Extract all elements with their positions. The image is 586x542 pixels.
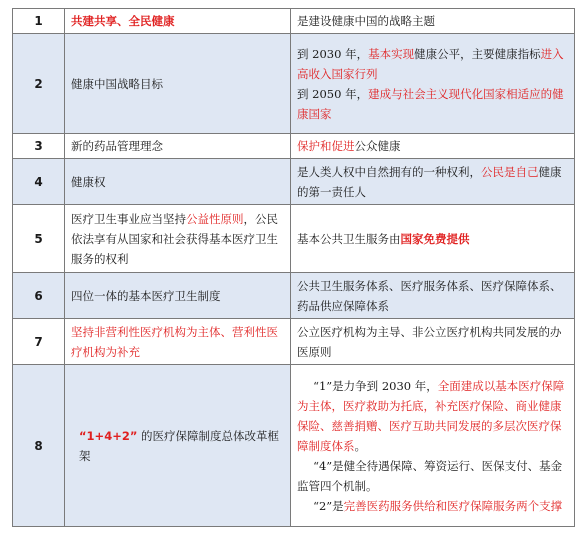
detail-text: 公共卫生服务体系、医疗服务体系、医疗保障体系、药品供应保障体系 (297, 278, 562, 313)
row-number: 5 (13, 205, 65, 273)
row-number: 3 (13, 134, 65, 159)
topic-text: 新的药品管理理念 (71, 139, 163, 153)
detail-text: “4”是健全待遇保障、筹资运行、医保支付、基金监管四个机制。 (297, 458, 563, 493)
table-row-3 (13, 134, 575, 159)
row-detail (291, 159, 575, 205)
table-row-1 (13, 9, 575, 34)
table-body (13, 9, 575, 527)
row-detail (291, 9, 575, 34)
topic-text: 医疗卫生事业应当坚持 (71, 211, 186, 226)
detail-text: “1”是力争到 2030 年， (313, 378, 438, 393)
detail-highlight: 基本实现 (368, 46, 415, 61)
topic-highlight: 公益性原则 (186, 211, 244, 226)
topic-text: 四位一体的基本医疗卫生制度 (71, 288, 221, 303)
table-row-8 (13, 365, 575, 527)
table-row-4 (13, 159, 575, 205)
row-detail (291, 34, 575, 134)
policy-summary-table (12, 8, 575, 527)
table-row-7 (13, 319, 575, 365)
row-detail (291, 319, 575, 365)
row-detail (291, 365, 575, 527)
detail-clip (297, 376, 568, 516)
detail-text: 是人类人权中自然拥有的一种权利， (297, 164, 481, 179)
detail-highlight: 公民是自己 (481, 164, 539, 179)
row-topic (65, 365, 291, 527)
table-row-5 (13, 205, 575, 273)
topic-highlight: 坚持非营利性医疗机构为主体、营利性医疗机构为补充 (71, 324, 278, 359)
table-row-2 (13, 34, 575, 134)
detail-text: 健康公平，主要健康指标 (414, 46, 541, 61)
detail-text: 公立医疗机构为主导、非公立医疗机构共同发展的办医原则 (297, 324, 562, 359)
row-topic (65, 134, 291, 159)
detail-highlight: 全面建成以基本医疗保障为主体，医疗救助为托底，补充医疗保险、商业健康保险、慈善捐赠、医疗互助共同发展的多层次医疗保障制度体系 (297, 378, 565, 453)
detail-text: 公众健康 (354, 139, 401, 153)
row-topic (65, 9, 291, 34)
row-number: 6 (13, 273, 65, 319)
detail-paragraph (297, 456, 568, 496)
detail-text: 。 (354, 438, 366, 453)
detail-text: 到 2030 年， (297, 46, 369, 61)
row-number: 7 (13, 319, 65, 365)
row-number: 1 (13, 9, 65, 34)
row-topic (65, 205, 291, 273)
detail-text: 基本公共卫生服务由 (297, 231, 401, 246)
row-number: 4 (13, 159, 65, 205)
row-topic (65, 319, 291, 365)
row-number: 2 (13, 34, 65, 134)
table-row-6 (13, 273, 575, 319)
detail-text: 到 2050 年， (297, 86, 369, 101)
topic-highlight: “1+4+2” (79, 428, 138, 443)
detail-highlight: 建成与社会主义现代化国家相适应的健康国家 (297, 86, 564, 121)
detail-text: 健康的第一责任人 (297, 164, 562, 199)
detail-paragraph (297, 376, 568, 456)
detail-paragraph (297, 44, 568, 84)
detail-highlight: 保护和促进 (297, 139, 355, 153)
topic-text: 共建共享、全民健康 (71, 14, 175, 28)
detail-paragraph (297, 496, 568, 516)
detail-highlight: 国家免费提供 (400, 231, 470, 246)
topic-text: 健康中国战略目标 (71, 76, 163, 91)
row-topic (65, 159, 291, 205)
row-detail (291, 273, 575, 319)
row-topic (65, 34, 291, 134)
row-number: 8 (13, 365, 65, 527)
detail-highlight: 完善医药服务供给和医疗保障服务两个支撑 (343, 498, 563, 513)
row-topic (65, 273, 291, 319)
topic-text: 健康权 (71, 174, 106, 189)
detail-text: “2”是 (313, 498, 344, 513)
topic-text: ，公民依法享有从国家和社会获得基本医疗卫生服务的权利 (71, 211, 278, 266)
detail-text: 是建设健康中国的战略主题 (297, 14, 435, 28)
row-detail (291, 134, 575, 159)
detail-highlight: 进入高收入国家行列 (297, 46, 564, 81)
detail-paragraph (297, 84, 568, 124)
row-detail (291, 205, 575, 273)
topic-text: 的医疗保障制度总体改革框架 (79, 428, 280, 463)
